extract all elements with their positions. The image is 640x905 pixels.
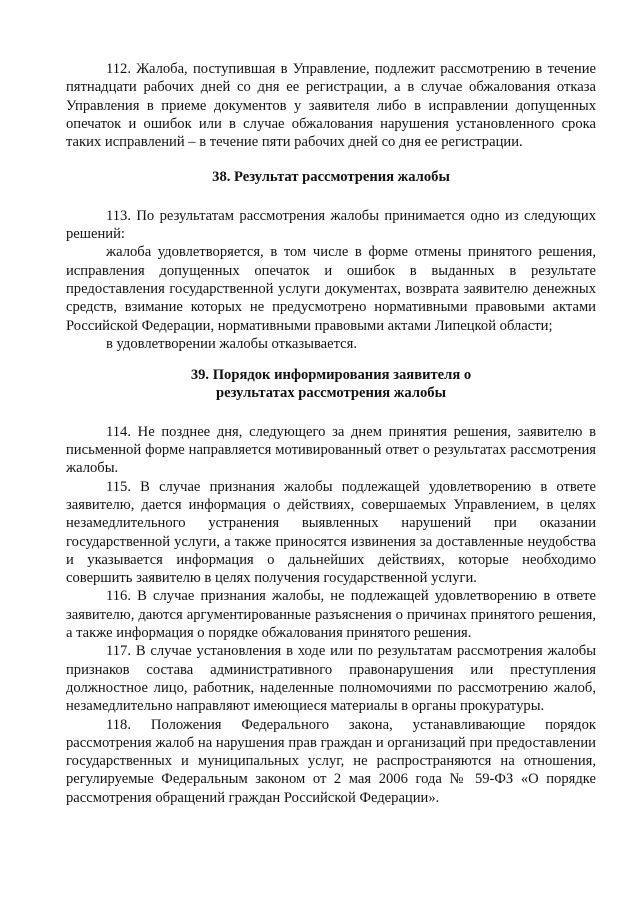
document-body	[66, 60, 596, 807]
paragraph-115: 115. В случае признания жалобы подлежащей удовлетворению в ответе заявителю, дается информация о действиях, совершаемых Управлением, в целях незамедлительного устранения выявленных нарушений при оказании государственной услуги, а также приносятся извинения за доставленные неудобства и указывается информация о дальнейших действиях, которые необходимо совершить заявителю в целях получения государственной услуги.	[66, 478, 596, 587]
paragraph-112: 112. Жалоба, поступившая в Управление, подлежит рассмотрению в течение пятнадцати рабочих дней со дня ее регистрации, а в случае обжалования отказа Управления в приеме документов у заявителя либо в исправлении допущенных опечаток и ошибок или в случае обжалования нарушения установленного срока таких исправлений – в течение пяти рабочих дней со дня ее регистрации.	[66, 61, 596, 151]
section-heading-39-line-2: результатах рассмотрения жалобы	[216, 385, 446, 402]
paragraph-113-option-refused: в удовлетворении жалобы отказывается.	[106, 335, 358, 352]
paragraph-113-option-satisfied: жалоба удовлетворяется, в том числе в форме отмены принятого решения, исправления допущенных опечаток и ошибок в выданных в результате предоставления государственной услуги документах, возврата заявителю денежных средств, взимание которых не предусмотрено нормативными правовыми актами Российской Федерации, нормативными правовыми актами Липецкой области;	[66, 244, 596, 334]
section-heading-38: 38. Результат рассмотрения жалобы	[212, 169, 450, 186]
paragraph-117: 117. В случае установления в ходе или по результатам рассмотрения жалобы признаков состава административного правонарушения или преступления должностное лицо, работник, наделенные полномочиями по рассмотрению жалоб, незамедлительно направляют имеющиеся материалы в органы прокуратуры.	[66, 643, 596, 715]
paragraph-118: 118. Положения Федерального закона, устанавливающие порядок рассмотрения жалоб на нарушения прав граждан и организаций при предоставлении государственных и муниципальных услуг, не распространяются на отношения, регулируемые Федеральным законом от 2 мая 2006 года № 59-ФЗ «О порядке рассмотрения обращений граждан Российской Федерации».	[66, 716, 596, 806]
paragraph-113: 113. По результатам рассмотрения жалобы принимается одно из следующих решений:	[66, 207, 596, 243]
section-heading-39-line-1: 39. Порядок информирования заявителя о	[190, 367, 472, 384]
paragraph-114: 114. Не позднее дня, следующего за днем принятия решения, заявителю в письменной форме направляется мотивированный ответ о результатах рассмотрения жалобы.	[66, 423, 596, 477]
section-heading-39	[66, 366, 596, 403]
paragraph-116: 116. В случае признания жалобы, не подлежащей удовлетворению в ответе заявителю, даются аргументированные разъяснения о причинах принятого решения, а также информация о порядке обжалования принятого решения.	[66, 588, 596, 642]
